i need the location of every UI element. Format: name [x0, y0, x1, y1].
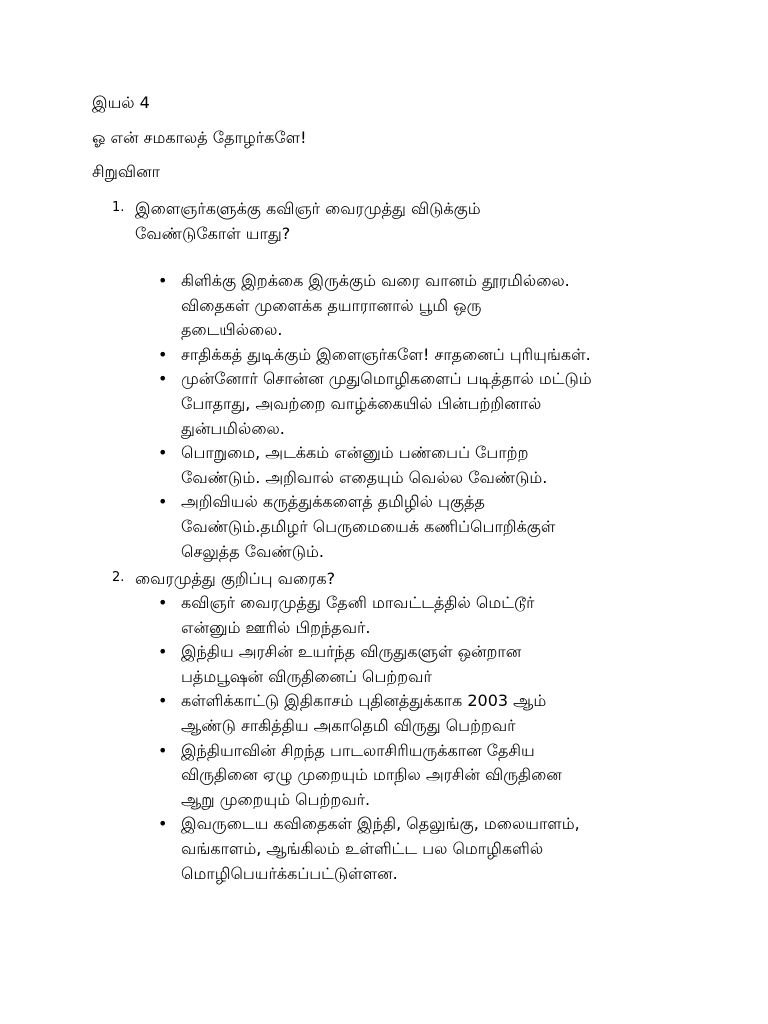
list-item	[158, 269, 592, 343]
chapter-label: இயல் 4	[92, 93, 150, 112]
bullet-icon: •	[158, 443, 168, 463]
list-item	[158, 441, 592, 490]
bullet-icon: •	[158, 344, 168, 364]
answer-text: சாதிக்கத் துடிக்கும் இளைஞர்களே! சாதனைப் புரியுங்கள்.	[181, 344, 591, 364]
list-item	[158, 812, 580, 886]
answer-text: கிளிக்கு இறக்கை இருக்கும் வரை வானம் தூரமில்லை. விதைகள் முளைக்க தயாரானால் பூமி ஒரு தடையில்லை.	[181, 271, 570, 340]
bullet-icon: •	[158, 691, 168, 711]
answer-text: கவிஞர் வைரமுத்து தேனி மாவட்டத்தில் மெட்டூர் என்னும் ஊரில் பிறந்தவர்.	[181, 593, 535, 637]
bullet-icon: •	[158, 492, 168, 512]
bullet-icon: •	[158, 642, 168, 662]
list-item	[158, 689, 580, 738]
question-1-text: இளைஞர்களுக்கு கவிஞர் வைரமுத்து விடுக்கும் வேண்டுகோள் யாது?	[135, 199, 481, 243]
question-2-text: வைரமுத்து குறிப்பு வரைக?	[135, 569, 336, 588]
list-item	[158, 591, 580, 640]
lesson-title: ஓ என் சமகாலத் தோழர்களே!	[92, 128, 307, 147]
list-item	[158, 367, 592, 441]
question-2-number: 2.	[112, 570, 125, 585]
bullet-icon: •	[158, 740, 168, 760]
question-1-answers	[158, 269, 592, 564]
answer-text: இந்தியாவின் சிறந்த பாடலாசிரியருக்கான தேசிய விருதினை ஏழு முறையும் மாநில அரசின் விருதினை ஆறு முறையும் பெற்றவர்.	[181, 740, 562, 809]
answer-text: அறிவியல் கருத்துக்களைத் தமிழில் புகுத்த வேண்டும்.தமிழர் பெருமையைக் கணிப்பொறிக்குள் செலுத்த வேண்டும்.	[181, 492, 556, 561]
list-item	[158, 739, 580, 813]
bullet-icon: •	[158, 814, 168, 834]
bullet-icon: •	[158, 369, 168, 389]
answer-text: இந்திய அரசின் உயர்ந்த விருதுகளுள் ஒன்றான பத்மபூஷன் விருதினைப் பெற்றவர்	[181, 642, 522, 686]
answer-text: கள்ளிக்காட்டு இதிகாசம் புதினத்துக்காக 2003 ஆம் ஆண்டு சாகித்திய அகாதெமி விருது பெற்றவர்	[181, 691, 547, 735]
section-heading: சிறுவினா	[92, 162, 160, 181]
answer-text: இவருடைய கவிதைகள் இந்தி, தெலுங்கு, மலையாளம், வங்காளம், ஆங்கிலம் உள்ளிட்ட பல மொழிகளில் மொழிபெயர்க்கப்பட்டுள்ளன.	[181, 814, 580, 883]
question-1-number: 1.	[112, 200, 125, 215]
question-2-answers	[158, 591, 580, 886]
bullet-icon: •	[158, 271, 168, 290]
answer-text: முன்னோர் சொன்ன முதுமொழிகளைப் படித்தால் மட்டும் போதாது, அவற்றை வாழ்க்கையில் பின்பற்றினால் துன்பமில்லை.	[181, 369, 592, 438]
list-item	[158, 343, 592, 368]
bullet-icon: •	[158, 593, 168, 612]
list-item	[158, 490, 592, 564]
list-item	[158, 640, 580, 689]
answer-text: பொறுமை, அடக்கம் என்னும் பண்பைப் போற்ற வேண்டும். அறிவால் எதையும் வெல்ல வேண்டும்.	[181, 443, 548, 487]
